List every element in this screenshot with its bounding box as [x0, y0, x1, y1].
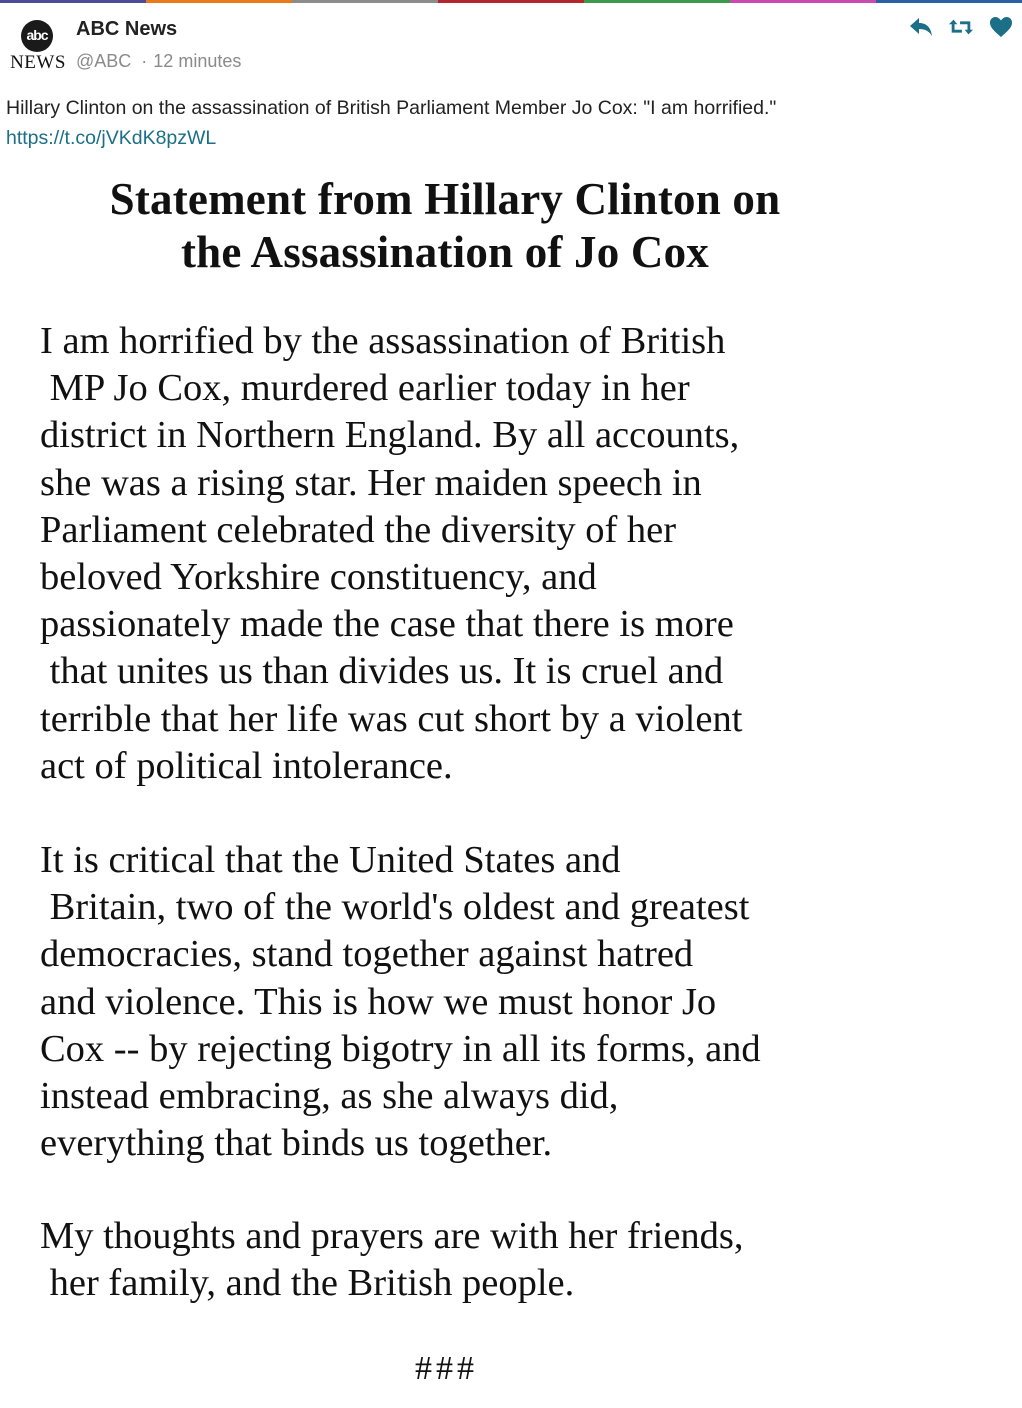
statement-paragraph — [40, 837, 880, 1167]
statement-line: Britain, two of the world's oldest and greatest — [40, 886, 750, 929]
retweet-icon — [948, 16, 974, 38]
statement-title-line: the Assassination of Jo Cox — [181, 227, 709, 277]
statement-title — [0, 173, 890, 279]
tweet-actions — [908, 14, 1014, 40]
statement-line: It is critical that the United States and — [40, 839, 621, 881]
reply-icon — [908, 16, 934, 38]
heart-icon — [989, 16, 1013, 38]
statement-line: terrible that her life was cut short by a violent — [40, 697, 743, 740]
statement-line: beloved Yorkshire constituency, and — [40, 556, 597, 599]
reply-button[interactable] — [908, 14, 934, 40]
account-name[interactable]: ABC News — [76, 18, 178, 40]
statement-line: My thoughts and prayers are with her friends, — [40, 1215, 744, 1257]
statement-line: instead embracing, as she always did, — [40, 1075, 619, 1118]
statement-image[interactable] — [0, 165, 1022, 1408]
statement-line: passionately made the case that there is more — [40, 603, 734, 646]
statement-title-line: Statement from Hillary Clinton on — [109, 174, 781, 224]
statement-line: and violence. This is how we must honor Jo — [40, 980, 717, 1023]
tweet-link[interactable]: https://t.co/jVKdK8pzWL — [6, 127, 217, 149]
tweet-timestamp[interactable]: 12 minutes — [153, 51, 242, 71]
statement-line: district in Northern England. By all accounts, — [40, 414, 740, 457]
statement-closing-mark: ### — [415, 1350, 478, 1387]
tweet-meta — [76, 51, 241, 72]
tweet-text — [6, 93, 1006, 153]
account-handle[interactable]: @ABC — [76, 51, 132, 71]
statement-line: I am horrified by the assassination of British — [40, 320, 726, 362]
statement-line: her family, and the British people. — [40, 1262, 575, 1305]
statement-line: Cox -- by rejecting bigotry in all its forms, and — [40, 1027, 761, 1070]
statement-line: MP Jo Cox, murdered earlier today in her — [40, 367, 690, 410]
avatar-news-wordmark: NEWS — [10, 52, 66, 73]
meta-separator: · — [141, 51, 148, 71]
tweet-header — [0, 0, 1022, 90]
statement-line: act of political intolerance. — [40, 744, 453, 787]
retweet-button[interactable] — [948, 14, 974, 40]
statement-line: everything that binds us together. — [40, 1122, 553, 1165]
avatar[interactable] — [6, 14, 70, 78]
like-button[interactable] — [988, 14, 1014, 40]
statement-line: Parliament celebrated the diversity of her — [40, 508, 677, 551]
statement-line: democracies, stand together against hatred — [40, 933, 694, 976]
tweet-body: Hillary Clinton on the assassination of British Parliament Member Jo Cox: "I am horrified." — [6, 97, 777, 119]
statement-paragraph — [40, 1213, 880, 1307]
statement-line: she was a rising star. Her maiden speech in — [40, 461, 702, 504]
statement-paragraph — [40, 318, 880, 790]
statement-line: that unites us than divides us. It is cruel and — [40, 650, 724, 693]
abc-logo-icon: abc — [21, 20, 53, 52]
